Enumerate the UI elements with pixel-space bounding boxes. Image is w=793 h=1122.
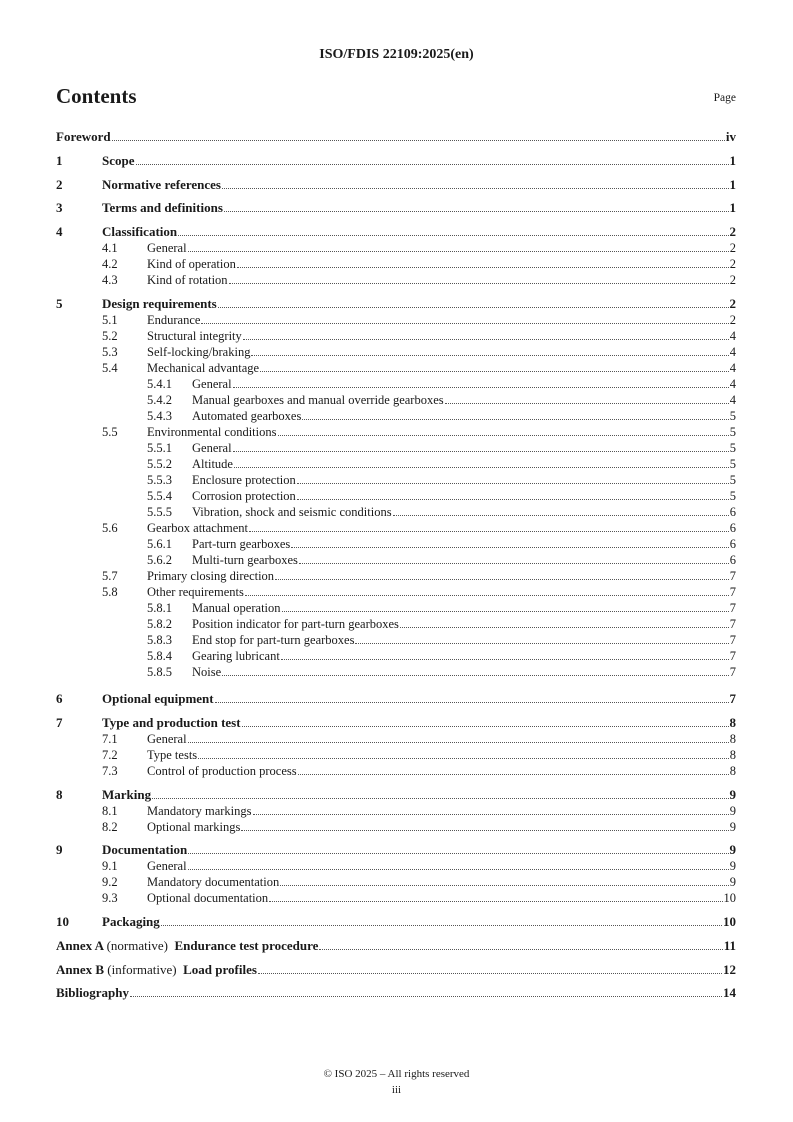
toc-entry[interactable] — [56, 296, 736, 312]
toc-entry[interactable] — [56, 344, 736, 360]
dot-leader — [253, 813, 729, 815]
dot-leader — [302, 418, 728, 420]
toc-entry-number: 5.8.2 — [147, 617, 172, 631]
toc-entry-number: 7.2 — [102, 748, 118, 762]
toc-entry-page: 4 — [729, 361, 736, 375]
dot-leader — [291, 546, 729, 548]
dot-leader — [188, 741, 729, 743]
toc-entry-page: 11 — [723, 938, 736, 953]
toc-entry-label: Mechanical advantage — [147, 361, 260, 375]
toc-entry-page: 5 — [729, 457, 736, 471]
toc-entry-page: 5 — [729, 425, 736, 439]
toc-entry[interactable] — [56, 584, 736, 600]
toc-entry-label: Structural integrity — [147, 329, 242, 343]
toc-entry-number: 8.1 — [102, 804, 118, 818]
toc-entry[interactable] — [56, 520, 736, 536]
toc-entry[interactable] — [56, 600, 736, 616]
toc-entry-page: 12 — [723, 962, 736, 977]
toc-entry-number: 7 — [56, 715, 63, 730]
dot-leader — [281, 658, 729, 660]
toc-entry-page: 5 — [729, 409, 736, 423]
toc-entry[interactable] — [56, 504, 736, 520]
dot-leader — [445, 402, 729, 404]
toc-entry[interactable] — [56, 715, 736, 731]
dot-leader — [201, 322, 728, 324]
toc-entry-number: 5.8.3 — [147, 633, 172, 647]
toc-entry[interactable] — [56, 177, 736, 193]
toc-entry-number: 6 — [56, 691, 63, 706]
toc-entry-page: 10 — [723, 891, 736, 905]
toc-entry-number: 5.4.2 — [147, 393, 172, 407]
toc-entry-number: 9.3 — [102, 891, 118, 905]
toc-entry-label: Altitude — [192, 457, 233, 471]
toc-entry-label: Vibration, shock and seismic conditions — [192, 505, 392, 519]
toc-entry[interactable] — [56, 962, 736, 978]
toc-entry-number: 9.2 — [102, 875, 118, 889]
toc-entry[interactable] — [56, 536, 736, 552]
toc-entry-page: 4 — [729, 377, 736, 391]
annex-label: Annex B — [56, 962, 105, 977]
toc-entry[interactable] — [56, 424, 736, 440]
toc-entry-label: General — [147, 732, 187, 746]
toc-entry-label: Self-locking/braking — [147, 345, 251, 359]
toc-entry[interactable] — [56, 819, 736, 835]
toc-entry-page: 5 — [729, 441, 736, 455]
toc-entry[interactable] — [56, 472, 736, 488]
document-header: ISO/FDIS 22109:2025(en) — [319, 47, 474, 62]
toc-entry-number: 5.6.1 — [147, 537, 172, 551]
dot-leader — [298, 773, 729, 775]
toc-entry-label: Noise — [192, 665, 222, 679]
annex-title: Load profiles — [183, 962, 257, 977]
toc-entry-number: 5.8 — [102, 585, 118, 599]
toc-entry-label: Terms and definitions — [102, 200, 223, 215]
toc-entry-number: 5.4.3 — [147, 409, 172, 423]
toc-entry-label: Multi-turn gearboxes — [192, 553, 298, 567]
toc-entry[interactable] — [56, 129, 736, 145]
toc-entry-page: 7 — [729, 585, 736, 599]
toc-entry-page: 7 — [729, 617, 736, 631]
toc-entry[interactable] — [56, 328, 736, 344]
toc-entry-label: Kind of rotation — [147, 273, 228, 287]
dot-leader — [234, 466, 729, 468]
toc-entry-label: Type tests — [147, 748, 198, 762]
dot-leader — [161, 924, 722, 926]
toc-entry-label: Kind of operation — [147, 257, 236, 271]
contents-title: Contents — [56, 84, 137, 108]
toc-entry-label: Documentation — [102, 842, 188, 857]
toc-entry-number: 8 — [56, 787, 63, 802]
dot-leader — [188, 250, 729, 252]
toc-entry-label: Environmental conditions — [147, 425, 277, 439]
toc-entry-label: Mandatory documentation — [147, 875, 280, 889]
dot-leader — [242, 725, 729, 727]
toc-entry-number: 5.5.4 — [147, 489, 172, 503]
toc-entry-number: 7.3 — [102, 764, 118, 778]
toc-entry[interactable] — [56, 240, 736, 256]
dot-leader — [188, 868, 729, 870]
toc-entry[interactable] — [56, 632, 736, 648]
dot-leader — [215, 701, 729, 703]
dot-leader — [258, 972, 722, 974]
toc-entry-number: 5.6 — [102, 521, 118, 535]
toc-entry-number: 5.1 — [102, 313, 118, 327]
toc-entry-number: 5.8.1 — [147, 601, 172, 615]
toc-entry-number: 9.1 — [102, 859, 118, 873]
dot-leader — [245, 594, 729, 596]
toc-entry-label: General — [147, 859, 187, 873]
toc-entry-label: Packaging — [102, 914, 160, 929]
toc-entry-page: 9 — [729, 875, 736, 889]
toc-entry-number: 3 — [56, 200, 63, 215]
toc-entry-number: 5.7 — [102, 569, 118, 583]
dot-leader — [188, 852, 728, 854]
toc-entry-page: 7 — [729, 569, 736, 583]
toc-entry-label — [56, 962, 257, 978]
annex-label: Annex A — [56, 938, 104, 953]
toc-entry-label: Scope — [102, 153, 135, 168]
toc-entry-page: 9 — [729, 859, 736, 873]
toc-entry-page: 9 — [729, 804, 736, 818]
annex-title: Endurance test procedure — [174, 938, 319, 953]
page-footer — [0, 1066, 793, 1098]
toc-entry-label: Enclosure protection — [192, 473, 296, 487]
toc-entry-label: Optional markings — [147, 820, 241, 834]
toc-entry-page: 7 — [729, 649, 736, 663]
toc-entry-page: 4 — [729, 345, 736, 359]
toc-entry-number: 5 — [56, 296, 63, 311]
toc-entry-page: 8 — [729, 732, 736, 746]
toc-entry-label: Gearing lubricant — [192, 649, 280, 663]
toc-entry-number: 5.5.2 — [147, 457, 172, 471]
dot-leader — [297, 498, 729, 500]
toc-entry-label: Marking — [102, 787, 152, 802]
toc-entry[interactable] — [56, 803, 736, 819]
toc-entry-label: General — [192, 377, 232, 391]
toc-entry[interactable] — [56, 648, 736, 664]
toc-entry[interactable] — [56, 842, 736, 858]
toc-entry-number: 5.8.5 — [147, 665, 172, 679]
toc-entry-page: 4 — [729, 393, 736, 407]
toc-entry-page: 6 — [729, 505, 736, 519]
toc-entry-label: Classification — [102, 224, 178, 239]
toc-entry-label: Corrosion protection — [192, 489, 296, 503]
toc-entry[interactable] — [56, 224, 736, 240]
toc-entry-page: 1 — [729, 153, 736, 168]
dot-leader — [251, 354, 728, 356]
toc-entry[interactable] — [56, 552, 736, 568]
toc-entry-label: Gearbox attachment — [147, 521, 248, 535]
toc-entry-page: 1 — [729, 177, 736, 192]
toc-entry-label: Type and production test — [102, 715, 241, 730]
toc-entry-page: 9 — [729, 842, 736, 857]
toc-entry-page: iv — [725, 129, 736, 144]
toc-entry-page: 6 — [729, 553, 736, 567]
page-number: iii — [391, 1084, 402, 1096]
copyright-notice: © ISO 2025 – All rights reserved — [323, 1068, 470, 1080]
toc-entry-label: Mandatory markings — [147, 804, 252, 818]
toc-entry[interactable] — [56, 488, 736, 504]
toc-entry-page: 1 — [729, 200, 736, 215]
toc-entry[interactable] — [56, 408, 736, 424]
dot-leader — [260, 370, 729, 372]
toc-entry[interactable] — [56, 256, 736, 272]
dot-leader — [224, 210, 729, 212]
toc-entry-page: 6 — [729, 537, 736, 551]
toc-entry-label: Optional equipment — [102, 691, 214, 706]
toc-entry[interactable] — [56, 616, 736, 632]
dot-leader — [152, 797, 728, 799]
toc-entry-label: Manual operation — [192, 601, 281, 615]
toc-entry[interactable] — [56, 874, 736, 890]
toc-entry-page: 14 — [723, 985, 736, 1000]
toc-entry-label: Other requirements — [147, 585, 244, 599]
toc-entry-label: Part-turn gearboxes — [192, 537, 291, 551]
toc-entry-number: 5.5 — [102, 425, 118, 439]
toc-entry[interactable] — [56, 200, 736, 216]
toc-entry[interactable] — [56, 787, 736, 803]
toc-entry[interactable] — [56, 731, 736, 747]
toc-entry-number: 10 — [56, 914, 69, 929]
dot-leader — [299, 562, 729, 564]
dot-leader — [112, 139, 725, 141]
toc-entry-label: General — [192, 441, 232, 455]
toc-entry-page: 7 — [729, 633, 736, 647]
toc-entry-number: 5.4 — [102, 361, 118, 375]
dot-leader — [241, 829, 728, 831]
annex-qualifier: (normative) — [106, 938, 168, 953]
dot-leader — [130, 995, 722, 997]
dot-leader — [198, 757, 729, 759]
dot-leader — [237, 266, 729, 268]
toc-entry-label: Automated gearboxes — [192, 409, 302, 423]
toc-entry-page: 7 — [729, 665, 736, 679]
dot-leader — [178, 234, 728, 236]
dot-leader — [280, 884, 728, 886]
toc-entry-page: 7 — [729, 691, 736, 706]
toc-entry-page: 2 — [729, 257, 736, 271]
toc-entry-label: Bibliography — [56, 985, 129, 1000]
toc-entry-page: 2 — [729, 273, 736, 287]
dot-leader — [297, 482, 729, 484]
toc-entry-number: 5.3 — [102, 345, 118, 359]
toc-entry[interactable] — [56, 568, 736, 584]
toc-entry[interactable] — [56, 392, 736, 408]
toc-entry-number: 5.8.4 — [147, 649, 172, 663]
toc-entry[interactable] — [56, 376, 736, 392]
dot-leader — [393, 514, 729, 516]
toc-entry-number: 9 — [56, 842, 63, 857]
toc-entry-number: 4.1 — [102, 241, 118, 255]
toc-entry[interactable] — [56, 664, 736, 680]
dot-leader — [222, 187, 729, 189]
toc-entry[interactable] — [56, 858, 736, 874]
page-column-label: Page — [713, 92, 736, 104]
dot-leader — [400, 626, 729, 628]
toc-entry-label: Primary closing direction — [147, 569, 275, 583]
toc-entry[interactable] — [56, 360, 736, 376]
toc-entry[interactable] — [56, 440, 736, 456]
toc-entry-page: 5 — [729, 473, 736, 487]
toc-entry-label — [56, 938, 318, 954]
toc-entry-number: 5.5.1 — [147, 441, 172, 455]
toc-entry-number: 5.6.2 — [147, 553, 172, 567]
toc-entry-label: General — [147, 241, 187, 255]
toc-entry-page: 2 — [729, 313, 736, 327]
dot-leader — [233, 450, 729, 452]
toc-entry-label: End stop for part-turn gearboxes — [192, 633, 355, 647]
toc-entry-label: Manual gearboxes and manual override gearboxes — [192, 393, 444, 407]
toc-entry-page: 2 — [729, 241, 736, 255]
dot-leader — [249, 530, 729, 532]
toc-entry-number: 1 — [56, 153, 63, 168]
dot-leader — [136, 163, 729, 165]
toc-entry-number: 4 — [56, 224, 63, 239]
toc-entry-number: 4.3 — [102, 273, 118, 287]
dot-leader — [222, 674, 729, 676]
toc-entry-label: Control of production process — [147, 764, 297, 778]
toc-entry-page: 8 — [729, 748, 736, 762]
toc-entry[interactable] — [56, 456, 736, 472]
toc-entry[interactable] — [56, 938, 736, 954]
toc-entry[interactable] — [56, 890, 736, 906]
toc-entry-page: 10 — [723, 914, 736, 929]
toc-entry-number: 8.2 — [102, 820, 118, 834]
toc-entry[interactable] — [56, 153, 736, 169]
toc-entry-page: 6 — [729, 521, 736, 535]
toc-entry-page: 2 — [729, 296, 736, 311]
dot-leader — [282, 610, 729, 612]
toc-entry-page: 2 — [729, 224, 736, 239]
toc-entry-number: 5.2 — [102, 329, 118, 343]
toc-entry[interactable] — [56, 747, 736, 763]
dot-leader — [243, 338, 729, 340]
toc-entry-page: 4 — [729, 329, 736, 343]
toc-entry-label: Optional documentation — [147, 891, 269, 905]
toc-entry-page: 5 — [729, 489, 736, 503]
annex-qualifier: (informative) — [107, 962, 177, 977]
dot-leader — [319, 948, 722, 950]
toc-entry-number: 5.4.1 — [147, 377, 172, 391]
toc-entry-label: Normative references — [102, 177, 221, 192]
toc-entry-number: 4.2 — [102, 257, 118, 271]
dot-leader — [229, 282, 729, 284]
dot-leader — [355, 642, 728, 644]
toc-entry-page: 8 — [729, 715, 736, 730]
dot-leader — [275, 578, 729, 580]
toc-entry-page: 8 — [729, 764, 736, 778]
toc-entry[interactable] — [56, 272, 736, 288]
toc-entry[interactable] — [56, 691, 736, 707]
toc-entry[interactable] — [56, 312, 736, 328]
toc-entry-page: 7 — [729, 601, 736, 615]
toc-entry-page: 9 — [729, 787, 736, 802]
toc-entry-number: 5.5.3 — [147, 473, 172, 487]
toc-entry-number: 5.5.5 — [147, 505, 172, 519]
toc-entry-label: Foreword — [56, 129, 111, 144]
toc-entry[interactable] — [56, 914, 736, 930]
dot-leader — [269, 900, 722, 902]
dot-leader — [218, 306, 729, 308]
toc-entry-label: Design requirements — [102, 296, 217, 311]
toc-entry[interactable] — [56, 985, 736, 1001]
toc-entry[interactable] — [56, 763, 736, 779]
toc-entry-page: 9 — [729, 820, 736, 834]
toc-entry-label: Endurance — [147, 313, 201, 327]
dot-leader — [233, 386, 729, 388]
dot-leader — [278, 434, 729, 436]
toc-entry-label: Position indicator for part-turn gearboxes — [192, 617, 399, 631]
toc-entry-number: 7.1 — [102, 732, 118, 746]
toc-entry-number: 2 — [56, 177, 63, 192]
